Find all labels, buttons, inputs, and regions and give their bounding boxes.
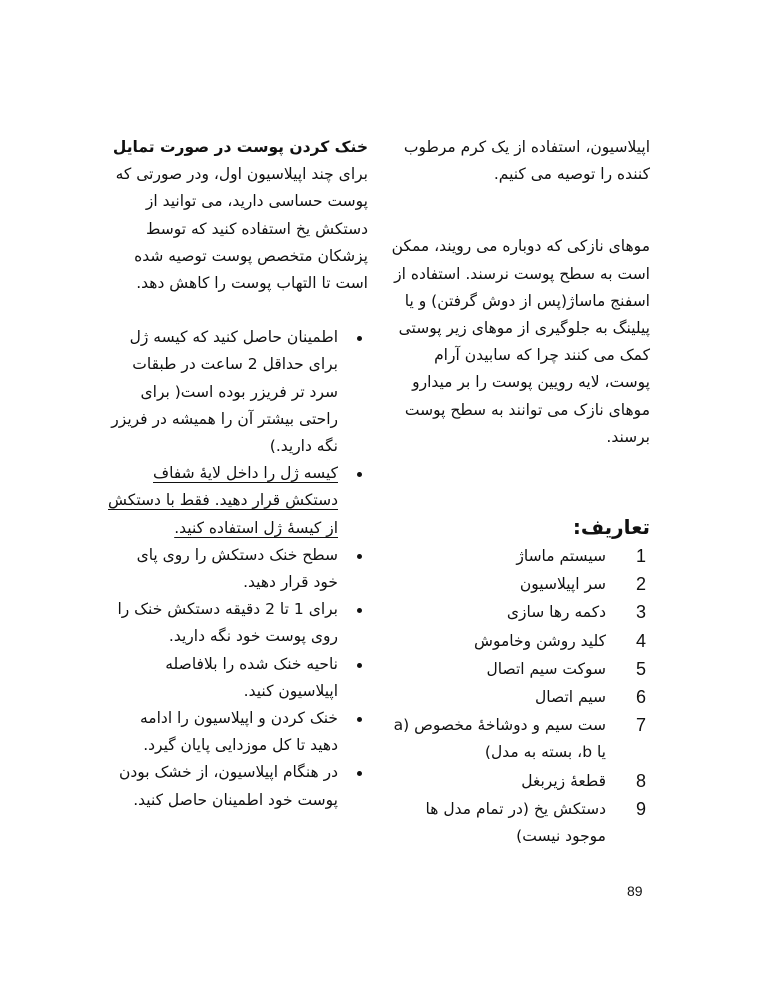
item-number: 5 [635,658,646,679]
list-item [388,599,650,626]
item-text: سر اپیلاسیون [519,575,606,594]
right-column [388,134,650,851]
list-item [388,543,650,570]
list-item [388,796,650,850]
item-text: دکمه رها سازی [506,603,606,622]
bullet-icon [357,771,362,776]
list-item: اطمینان حاصل کنید که کیسه ژل برای حداقل 2 ساعت در طبقات سرد تر فریزر بوده است( برای راحتی بیشتر آن را همیشه در فریزر نگه دارید.) [108,324,368,460]
bullet-icon [357,663,362,668]
page-number: 89 [627,883,643,899]
item-text: سیم اتصال [535,688,606,707]
item-number: 4 [635,630,646,651]
item-number: 2 [635,574,646,595]
left-column [108,134,368,814]
list-item: سطح خنک دستکش را روی پای خود قرار دهید. [108,542,368,596]
bullet-icon [357,554,362,559]
item-text: دستکش یخ (در تمام مدل ها موجود نیست) [425,799,606,846]
cooling-steps-list [108,324,368,814]
cooling-intro: برای چند اپیلاسیون اول، ودر صورتی که پوست حساسی دارید، می توانید از دستکش یخ استفاده کنید که توسط پزشکان متخصص پوست توصیه شده است تا التهاب پوست را کاهش دهد. [115,165,368,293]
list-item [388,656,650,683]
item-number: 8 [635,770,646,791]
bullet-icon [357,717,362,722]
moisturizer-paragraph: اپیلاسیون، استفاده از یک کرم مرطوب کننده را توصیه می کنیم. [403,138,650,184]
definitions-title: تعاریف: [572,515,650,540]
list-item: برای 1 تا 2 دقیقه دستکش خنک را روی پوست خود نگه دارید. [108,596,368,650]
item-number: 1 [635,546,646,567]
item-text: سوکت سیم اتصال [486,659,606,678]
list-item: خنک کردن و اپیلاسیون را ادامه دهید تا کل موزدایی پایان گیرد. [108,705,368,759]
item-text: ست سیم و دوشاخهٔ مخصوص (a یا b، بسته به مدل) [393,716,606,762]
list-item: ناحیه خنک شده را بلافاصله اپیلاسیون کنید. [108,651,368,705]
list-item [388,571,650,598]
list-item: در هنگام اپیلاسیون، از خشک بودن پوست خود اطمینان حاصل کنید. [108,759,368,813]
item-text: سیستم ماساژ [516,547,606,566]
list-item [388,628,650,655]
list-item [388,712,650,766]
cooling-heading: خنک کردن پوست در صورت تمایل [112,138,368,156]
list-item [108,460,368,542]
item-number: 6 [635,687,646,708]
underlined-warning: کیسه ژل را داخل لایهٔ شفاف دستکش قرار دهید. فقط با دستکش از کیسهٔ ژل استفاده کنید. [108,464,338,537]
item-number: 3 [635,602,646,623]
definitions-list [388,543,650,850]
item-number: 9 [635,798,646,819]
bullet-icon [357,472,362,477]
list-item [388,768,650,795]
list-item [388,684,650,711]
bullet-icon [357,608,362,613]
bullet-icon [357,336,362,341]
item-text: قطعهٔ زیربغل [521,771,606,790]
item-text: کلید روشن وخاموش [474,631,606,650]
item-number: 7 [635,715,646,736]
ingrown-hair-paragraph: موهای نازکی که دوباره می رویند، ممکن است به سطح پوست نرسند. استفاده از اسفنج ماساژ(پس از دوش گرفتن) و یا پیلینگ به جلوگیری از موهای زیر پوستی کمک می کنند چرا که سابیدن آرام پوست، لایه رویین پوست را بر میدارو موهای نازک می توانند به سطح پوست برسند. [391,237,650,446]
